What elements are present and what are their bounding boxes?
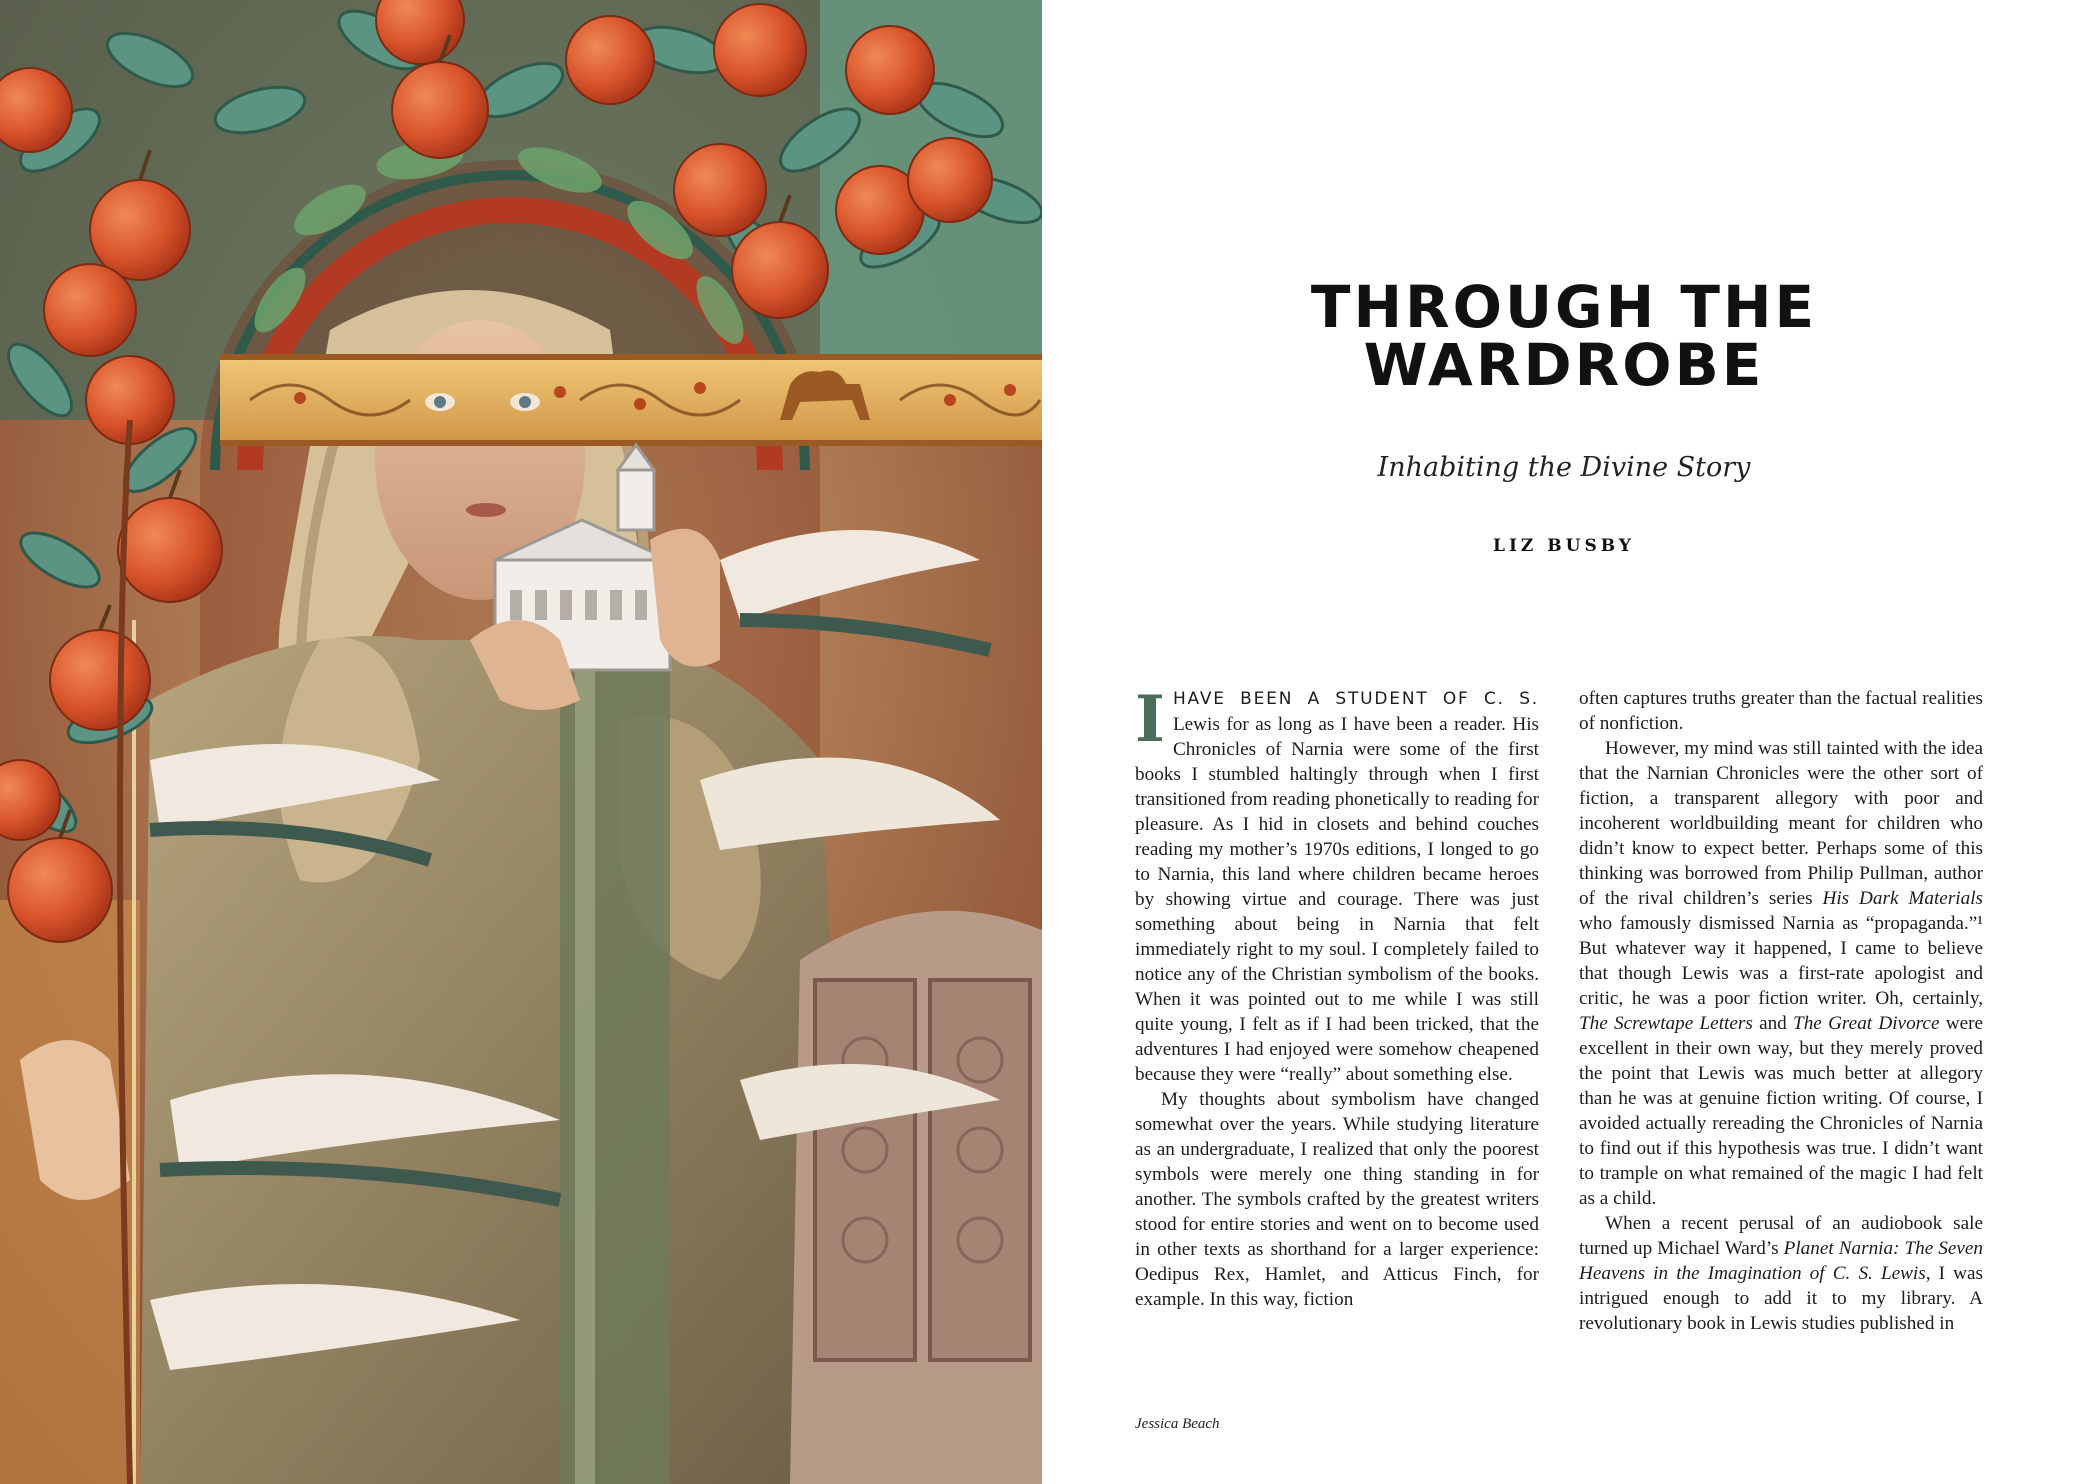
book-title: His Dark Materials	[1822, 888, 1984, 909]
text-run: , I was intrigued enough to add it to my library. A revolutionary book in Lewis studies published in	[1579, 1263, 1984, 1334]
paragraph	[1579, 1211, 1983, 1336]
text-run: and	[1752, 1013, 1794, 1034]
text-run: were excellent in their own way, but they merely proved the point that Lewis was much better at allegory than he was at genuine fiction writing. Of course, I avoided actually rereading the Chronicles of Narnia to find out if this hypothesis was true. I didn’t want to trample on what remained of the magic I had felt as a child.	[1579, 1013, 1984, 1209]
cover-illustration	[0, 0, 1042, 1484]
paragraph-text: Lewis for as long as I have been a reader. His Chronicles of Narnia were some of the first books I stumbled haltingly through when I first transitioned from reading phonetically to reading for pleasure. As I hid in closets and behind couches reading my mother’s 1970s editions, I longed to go to Narnia, this land where children became heroes by showing virtue and courage. There was just something about being in Narnia that felt immediately right to my soul. I completely failed to notice any of the Christian symbolism of the books. When it was pointed out to me while I was still quite young, I felt as if I had been tricked, that the adventures I had enjoyed were somehow cheapened because they were “really” about something else.	[1135, 714, 1539, 1085]
title-line-1: THROUGH THE	[1310, 273, 1818, 341]
illustration-credit: Jessica Beach	[1135, 1416, 1220, 1432]
book-title: The Screwtape Letters	[1579, 1013, 1753, 1034]
book-title: The Great Divorce	[1793, 1013, 1940, 1034]
article-subtitle: Inhabiting the Divine Story	[1377, 452, 1751, 483]
lead-in: HAVE BEEN A STUDENT OF C. S.	[1172, 689, 1539, 709]
text-run: When a recent perusal of an audiobook sale turned up Michael Ward’s	[1579, 1213, 1983, 1259]
book-title: Planet Narnia: The Seven Heavens in the Imagination of C. S. Lewis	[1579, 1238, 1984, 1284]
paragraph	[1579, 736, 1983, 1211]
title-line-2: WARDROBE	[1363, 331, 1765, 399]
text-run: who famously dismissed Narnia as “propaganda.”¹ But whatever way it happened, I came to believe that though Lewis was a first-rate apologist and critic, he was a poor fiction writer. Oh, certainly,	[1579, 913, 1983, 1009]
paragraph	[1135, 682, 1539, 1087]
article-page	[1042, 0, 2086, 1484]
paragraph: My thoughts about symbolism have changed somewhat over the years. While studying literature as an undergraduate, I realized that only the poorest symbols were merely one thing standing in for another. The symbols crafted by the greatest writers stood for entire stories and went on to become used in other texts as shorthand for a larger experience: Oedipus Rex, Hamlet, and Atticus Finch, for example. In this way, fiction	[1135, 1089, 1539, 1310]
author-byline: LIZ BUSBY	[1493, 536, 1635, 556]
drop-cap: I	[1135, 682, 1165, 757]
text-run: However, my mind was still tainted with the idea that the Narnian Chronicles were the other sort of fiction, a transparent allegory with poor and incoherent worldbuilding meant for children who didn’t know to expect better. Perhaps some of this thinking was borrowed from Philip Pullman, author of the rival children’s series	[1579, 738, 1983, 909]
text-column-2	[1579, 686, 1983, 1336]
article-title	[1042, 273, 2086, 399]
paragraph: often captures truths greater than the factual realities of nonfiction.	[1579, 688, 1983, 734]
text-column-1	[1135, 682, 1539, 1312]
